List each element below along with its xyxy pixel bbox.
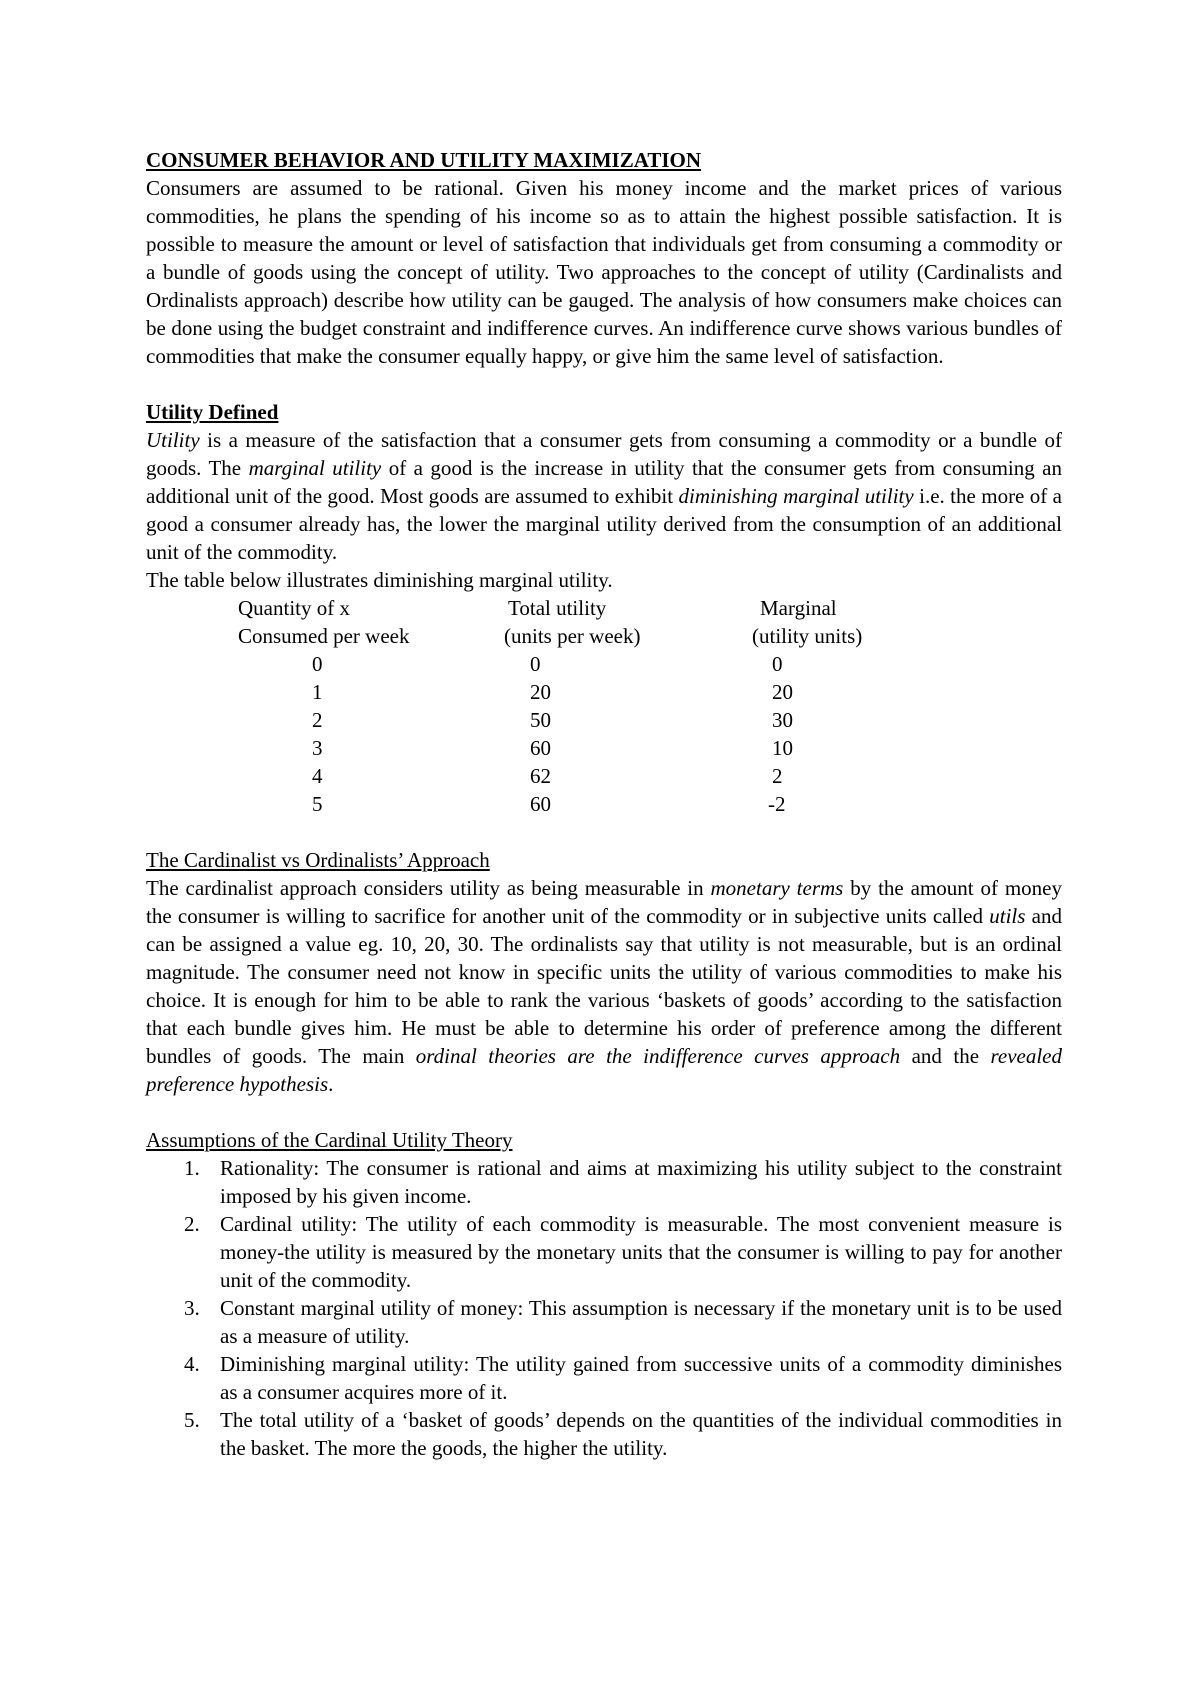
list-text: Constant marginal utility of money: This assumption is necessary if the monetary unit is to be used as a measure of utility. (220, 1296, 1062, 1348)
utility-defined-heading: Utility Defined (146, 400, 279, 424)
table-column-quantity (238, 594, 409, 818)
table-column-total-utility (504, 594, 640, 818)
utility-text-c: i.e. the more of a good a consumer already has, the lower the marginal utility derived from the consumption of an additional unit of the commodity. (146, 484, 1063, 564)
cardinal-text-e: . (328, 1072, 334, 1096)
table-cell: 20 (772, 680, 793, 704)
table-cell: 2 (772, 764, 783, 788)
intro-paragraph: Consumers are assumed to be rational. Given his money income and the market prices of various commodities, he plans the spending of his income so as to attain the highest possible satisfaction. It is possible to measure the amount or level of satisfaction that individuals get from consuming a commodity or a bundle of goods using the concept of utility. Two approaches to the concept of utility (Cardinalists and Ordinalists approach) describe how utility can be gauged. The analysis of how consumers make choices can be done using the budget constraint and indifference curves. An indifference curve shows various bundles of commodities that make the consumer equally happy, or give him the same level of satisfaction. (146, 176, 1062, 368)
term-utility: Utility (146, 428, 200, 452)
table-header: Quantity of x (238, 596, 350, 620)
table-cell: 4 (312, 764, 323, 788)
cardinal-ordinal-paragraph (146, 874, 1062, 1098)
list-text: Diminishing marginal utility: The utility gained from successive units of a commodity diminishes as a consumer acquires more of it. (220, 1352, 1062, 1404)
assumptions-list (146, 1154, 1062, 1462)
table-header: (units per week) (504, 624, 641, 648)
utility-table (146, 594, 1062, 818)
term-monetary-terms: monetary terms (710, 876, 844, 900)
table-intro: The table below illustrates diminishing marginal utility. (146, 568, 613, 592)
table-cell: 5 (312, 792, 323, 816)
term-ordinal-theories: ordinal theories are the indifference curves approach (415, 1044, 901, 1068)
list-item (146, 1154, 1062, 1210)
table-cell: -2 (768, 792, 786, 816)
table-cell: 0 (772, 652, 783, 676)
list-text: Cardinal utility: The utility of each commodity is measurable. The most convenient measure is money-the utility is measured by the monetary units that the consumer is willing to pay for another unit of the commodity. (220, 1212, 1062, 1292)
list-number: 1. (184, 1156, 200, 1180)
list-item (146, 1350, 1062, 1406)
list-item (146, 1210, 1062, 1294)
table-header: Marginal (760, 596, 837, 620)
utility-text-a: is a measure of the satisfaction that a consumer gets from consuming a commodity or a bundle of goods. The (146, 428, 1062, 480)
table-cell: 1 (312, 680, 323, 704)
list-number: 3. (184, 1296, 200, 1320)
table-cell: 2 (312, 708, 323, 732)
list-item (146, 1294, 1062, 1350)
table-column-marginal (752, 594, 862, 818)
table-header: Total utility (508, 596, 607, 620)
document-page (146, 146, 1062, 1462)
term-diminishing-marginal-utility: diminishing marginal utility (678, 484, 914, 508)
list-number: 2. (184, 1212, 200, 1236)
table-cell: 60 (530, 736, 551, 760)
cardinal-text-b: by the amount of money the consumer is willing to sacrifice for another unit of the commodity or in subjective units called (146, 876, 1063, 928)
table-cell: 50 (530, 708, 551, 732)
table-cell: 3 (312, 736, 323, 760)
cardinal-text-a: The cardinalist approach considers utility as being measurable in (146, 876, 711, 900)
list-number: 4. (184, 1352, 200, 1376)
table-header: Consumed per week (238, 624, 410, 648)
cardinal-text-c: and can be assigned a value eg. 10, 20, 30. The ordinalists say that utility is not measurable, but is an ordinal magnitude. The consumer need not know in specific units the utility of various commodities to make his choice. It is enough for him to be able to rank the various ‘baskets of goods’ according to the satisfaction that each bundle gives him. He must be able to determine his order of preference among the different bundles of goods. The main (146, 904, 1063, 1068)
cardinal-ordinal-heading: The Cardinalist vs Ordinalists’ Approach (146, 848, 490, 872)
term-marginal-utility: marginal utility (248, 456, 382, 480)
list-number: 5. (184, 1408, 200, 1432)
utility-text-b: of a good is the increase in utility that the consumer gets from consuming an additional unit of the good. Most goods are assumed to exhibit (146, 456, 1062, 508)
list-text: Rationality: The consumer is rational and aims at maximizing his utility subject to the constraint imposed by his given income. (220, 1156, 1062, 1208)
table-cell: 0 (530, 652, 541, 676)
table-cell: 0 (312, 652, 323, 676)
list-text: The total utility of a ‘basket of goods’ depends on the quantities of the individual commodities in the basket. The more the goods, the higher the utility. (220, 1408, 1062, 1460)
utility-defined-paragraph (146, 426, 1062, 566)
table-cell: 30 (772, 708, 793, 732)
document-title: CONSUMER BEHAVIOR AND UTILITY MAXIMIZATION (146, 148, 702, 172)
table-cell: 20 (530, 680, 551, 704)
table-cell: 10 (772, 736, 793, 760)
table-cell: 60 (530, 792, 551, 816)
list-item (146, 1406, 1062, 1462)
table-cell: 62 (530, 764, 551, 788)
assumptions-heading: Assumptions of the Cardinal Utility Theory (146, 1128, 513, 1152)
term-utils: utils (989, 904, 1026, 928)
cardinal-text-d: and the (900, 1044, 991, 1068)
term-revealed-preference: revealed preference hypothesis (146, 1044, 1062, 1096)
table-header: (utility units) (752, 624, 863, 648)
